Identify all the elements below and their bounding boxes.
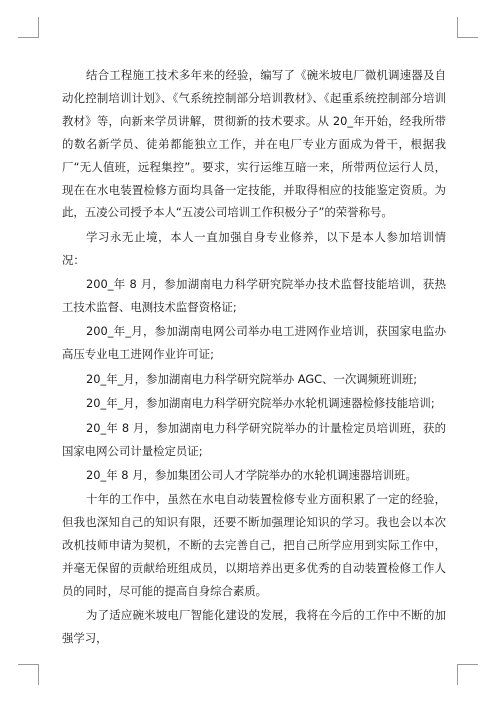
training-record-6: 20_年 8 月，参加集团公司人才学院举办的水轮机调速器培训班。 bbox=[86, 467, 417, 482]
crop-mark-bottom-left bbox=[18, 664, 39, 685]
crop-mark-top-right bbox=[457, 17, 478, 38]
training-record-5: 20_年 8 月，参加湖南电力科学研究院举办的计量检定员培训班，获的国家电网公司计量检定员证; bbox=[62, 420, 446, 458]
paragraph-future: 为了适应碗米坡电厂智能化建设的发展，我将在今后的工作中不断的加强学习， bbox=[62, 608, 446, 646]
crop-mark-bottom-right bbox=[457, 664, 478, 685]
crop-mark-top-left bbox=[18, 17, 39, 38]
paragraph-reflection: 十年的工作中，虽然在水电自动装置检修专业方面积累了一定的经验，但我也深知自己的知识有限，还要不断加强理论知识的学习。我也会以本次改机技师申请为契机，不断的去完善自己，把自己所学应用到实际工作中，并毫无保留的贡献给班组成员，以期培养出更多优秀的自动装置检修工作人员的同时，尽可能的提高自身综合素质。 bbox=[62, 492, 446, 598]
training-record-3: 20_年_月，参加湖南电力科学研究院举办 AGC、一次调频班训班; bbox=[86, 371, 418, 386]
training-record-1: 200_年 8 月，参加湖南电力科学研究院举办技术监督技能培训，获热工技术监督、电测技术监督资格证; bbox=[62, 277, 446, 315]
document-body bbox=[62, 64, 446, 652]
paragraph-training-intro: 学习永无止境，本人一直加强自身专业修养，以下是本人参加培训情况： bbox=[62, 229, 446, 267]
training-record-4: 20_年_月，参加湖南电力科学研究院举办水轮机调速器检修技能培训; bbox=[86, 396, 435, 411]
training-record-2: 200_年_月，参加湖南电网公司举办电工进网作业培训，获国家电监办高压专业电工进网作业许可证; bbox=[62, 324, 446, 362]
paragraph-experience: 结合工程施工技术多年来的经验，编写了《碗米坡电厂微机调速器及自动化控制培训计划》、《气系统控制部分培训教材》、《起重系统控制部分培训教材》等，向新来学员讲解，贯彻新的技术要求。从 20_年开始，经我所带的数名新学员、徒弟都能独立工作，并在电厂专业方面成为骨干，根据我厂“无人值班，远程集控”。要求，实行运维互暗一来，所带两位运行人员，现在在水电装置检修方面均具备一定技能，并取得相应的技能鉴定资质。为此，五凌公司授予本人“五凌公司培训工作积极分子”的荣誉称号。 bbox=[62, 68, 446, 220]
